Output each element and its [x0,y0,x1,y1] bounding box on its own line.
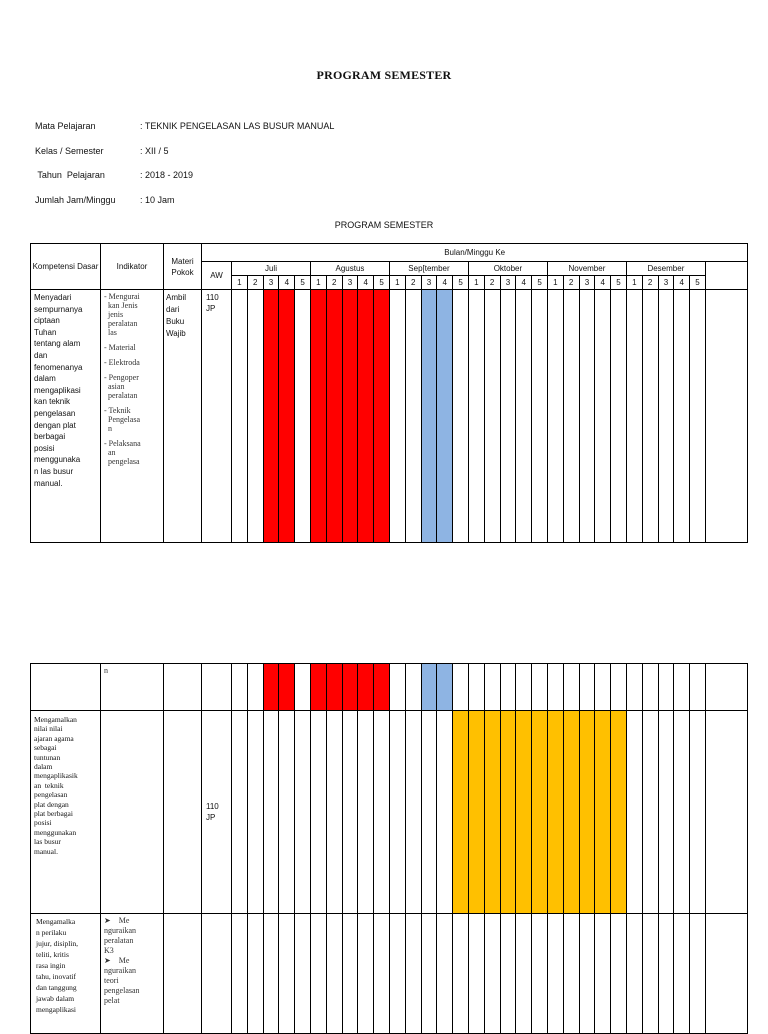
week-cell [690,290,706,543]
week-cell [247,711,263,914]
week-cell [468,914,484,1034]
week-cell [295,914,311,1034]
week-number: 2 [247,276,263,290]
week-cell [326,290,342,543]
week-cell [279,711,295,914]
month-header: Desember [626,262,705,276]
week-number: 3 [500,276,516,290]
week-cell [421,711,437,914]
materi-cell [164,290,202,543]
indikator-line: pelat [104,996,120,1005]
week-cell [611,290,627,543]
week-cell [389,711,405,914]
week-number: 4 [279,276,295,290]
kompetensi-line: sempurnanya [34,304,83,314]
week-number: 3 [342,276,358,290]
week-cell [658,711,674,914]
kompetensi-line: tuntunan [34,752,61,762]
week-number: 1 [547,276,563,290]
indikator-line: - Teknik [104,406,131,415]
week-number: 2 [563,276,579,290]
week-cell [532,664,548,711]
week-cell [437,664,453,711]
indikator-line: Pengelasa [104,415,140,424]
materi-line: Ambil [166,293,187,302]
week-cell [516,711,532,914]
week-cell [579,664,595,711]
indikator-continuation: n [104,666,108,675]
week-cell [547,914,563,1034]
kompetensi-line: las busur [34,837,61,847]
week-cell [405,290,421,543]
week-cell [532,914,548,1034]
kompetensi-line: mengaplikasi [34,385,81,395]
week-cell [468,290,484,543]
week-cell [310,290,326,543]
materi-cell [164,914,202,1034]
kompetensi-line: nilai nilai [34,724,63,734]
meta-value: : TEKNIK PENGELASAN LAS BUSUR MANUAL [140,121,335,131]
kompetensi-line: posisi [34,818,52,828]
week-cell [611,664,627,711]
week-cell [279,664,295,711]
week-cell [358,914,374,1034]
materi-line: Buku [166,317,185,326]
meta-row-subject [35,121,334,131]
week-cell [642,290,658,543]
indikator-item [104,343,160,352]
kompetensi-line: ajaran agama [34,733,74,743]
meta-value: : 10 Jam [140,195,175,205]
week-cell [453,290,469,543]
week-cell [437,290,453,543]
indikator-line: ➤ Me [104,916,130,925]
header-materi-pokok: Materi Pokok [164,244,202,290]
week-cell [642,664,658,711]
kompetensi-line: kan teknik [34,397,71,407]
ket-cell [705,914,747,1034]
week-cell [484,664,500,711]
kompetensi-line: ciptaan [34,316,60,326]
kompetensi-line: Menyadari [34,293,72,302]
month-header: Oktober [468,262,547,276]
week-number: 4 [595,276,611,290]
kompetensi-line: dan tanggung [36,983,77,992]
week-cell [595,290,611,543]
week-cell [595,711,611,914]
kompetensi-line: teliti, kritis [36,950,69,959]
indikator-line: - Pengoper [104,373,139,382]
page-title: PROGRAM SEMESTER [316,68,452,82]
week-number: 5 [453,276,469,290]
week-cell [374,290,390,543]
week-cell [342,711,358,914]
meta-row-class [35,146,169,156]
header-aw: AW [202,262,232,290]
aw-line: JP [206,304,216,313]
week-cell [263,290,279,543]
kompetensi-cell [31,664,101,711]
week-cell [326,664,342,711]
week-number: 1 [310,276,326,290]
materi-line: Wajib [166,329,186,338]
week-cell [658,290,674,543]
week-cell [563,290,579,543]
week-number: 5 [611,276,627,290]
week-cell [358,711,374,914]
materi-cell [164,664,202,711]
aw-line: 110 [206,802,219,811]
week-cell [374,711,390,914]
week-number: 2 [326,276,342,290]
week-number: 1 [626,276,642,290]
ket-cell [705,664,747,711]
kompetensi-line: jawab dalam [36,994,75,1003]
meta-label: Tahun Pelajaran [35,170,105,180]
ket-cell [705,290,747,543]
week-cell [247,914,263,1034]
week-number: 3 [421,276,437,290]
indikator-cell [101,711,164,914]
indikator-line: kan Jenis [104,301,138,310]
indikator-line: las [104,328,117,337]
week-cell [263,914,279,1034]
week-number: 3 [658,276,674,290]
week-cell [674,711,690,914]
kompetensi-line: n perilaku [36,928,67,937]
week-cell [690,711,706,914]
week-number: 5 [532,276,548,290]
header-kompetensi-dasar: Kompetensi Dasar [31,244,101,290]
week-cell [626,290,642,543]
week-cell [500,711,516,914]
week-cell [295,290,311,543]
week-cell [500,664,516,711]
meta-value: : XII / 5 [140,146,169,156]
week-cell [247,664,263,711]
ket-cell [705,711,747,914]
week-number: 5 [374,276,390,290]
aw-cell [202,914,232,1034]
week-cell [563,914,579,1034]
indikator-line: - Elektroda [104,358,140,367]
week-number: 2 [405,276,421,290]
week-cell [374,914,390,1034]
header-indikator: Indikator [101,244,164,290]
indikator-line: n [104,424,112,433]
week-cell [310,914,326,1034]
kompetensi-line: n las busur [34,466,74,476]
week-cell [626,914,642,1034]
week-cell [247,290,263,543]
aw-cell [202,290,232,543]
week-cell [310,664,326,711]
indikator-line: peralatan [104,319,138,328]
indikator-line: - Pelaksana [104,439,141,448]
kompetensi-line: menggunakan [34,827,77,837]
week-number: 4 [437,276,453,290]
week-cell [500,914,516,1034]
meta-label: Jumlah Jam/Minggu [35,195,116,205]
indikator-item [104,439,160,466]
kompetensi-line: menggunaka [34,455,81,465]
kompetensi-line: plat dengan [34,799,69,809]
meta-row-year [35,170,193,180]
week-cell [563,711,579,914]
week-cell [421,914,437,1034]
week-cell [595,664,611,711]
week-cell [453,664,469,711]
week-number: 4 [516,276,532,290]
header-bulan-minggu: Bulan/Minggu Ke [202,244,748,262]
week-cell [626,711,642,914]
indikator-line: - Mengurai [104,292,140,301]
indikator-cell [101,290,164,543]
week-cell [611,914,627,1034]
week-cell [279,290,295,543]
kompetensi-cell [31,711,101,914]
week-cell [674,914,690,1034]
week-cell [547,290,563,543]
week-cell [484,711,500,914]
kompetensi-line: an teknik [34,780,64,790]
week-number: 4 [674,276,690,290]
week-cell [310,711,326,914]
week-cell [611,711,627,914]
indikator-item [104,406,160,433]
week-cell [579,290,595,543]
kompetensi-line: pengelasan [34,408,76,418]
week-cell [421,290,437,543]
indikator-item [104,292,160,337]
week-cell [263,664,279,711]
week-cell [405,914,421,1034]
week-cell [232,711,248,914]
week-number: 1 [232,276,248,290]
week-number: 2 [484,276,500,290]
week-cell [690,664,706,711]
week-number: 1 [389,276,405,290]
week-cell [547,664,563,711]
week-cell [342,290,358,543]
kompetensi-line: sebagai [34,743,57,753]
week-cell [358,290,374,543]
week-cell [658,664,674,711]
indikator-line: nguraikan [104,966,136,975]
week-cell [342,664,358,711]
table-subtitle: PROGRAM SEMESTER [334,220,434,230]
kompetensi-line: rasa ingin [36,961,66,970]
week-cell [516,664,532,711]
week-cell [690,914,706,1034]
week-cell [295,664,311,711]
kompetensi-line: posisi [34,443,55,453]
meta-row-hours [35,195,175,205]
kompetensi-line: mengaplikasik [34,771,78,781]
week-cell [642,914,658,1034]
week-cell [421,664,437,711]
week-cell [516,290,532,543]
week-number: 3 [579,276,595,290]
month-header: Juli [232,262,311,276]
materi-cell [164,711,202,914]
indikator-line: jenis [104,310,124,319]
week-number: 3 [263,276,279,290]
aw-line: JP [206,813,216,822]
week-cell [453,914,469,1034]
materi-line: dari [166,305,180,314]
kompetensi-line: Tuhan [34,327,57,337]
week-cell [389,290,405,543]
indikator-line: ➤ Me [104,956,130,965]
kompetensi-line: dalam [34,374,56,384]
week-cell [626,664,642,711]
month-header: Sep[tember [389,262,468,276]
indikator-cell [101,914,164,1034]
week-cell [579,914,595,1034]
indikator-line: peralatan [104,391,138,400]
month-header: November [547,262,626,276]
week-cell [232,290,248,543]
week-cell [389,664,405,711]
indikator-line: an [104,448,116,457]
kompetensi-line: Mengamalka [36,917,76,926]
indikator-line: pengelasan [104,986,140,995]
week-number: 4 [358,276,374,290]
week-cell [563,664,579,711]
week-cell [595,914,611,1034]
indikator-line: - Material [104,343,136,352]
kompetensi-line: dan [34,350,48,360]
indikator-line: teori [104,976,119,985]
week-cell [437,711,453,914]
week-number: 5 [690,276,706,290]
week-cell [232,664,248,711]
indikator-line: K3 [104,946,114,955]
week-cell [263,711,279,914]
kompetensi-line: Mengamalkan [34,715,77,724]
week-cell [484,290,500,543]
kompetensi-line: tentang alam [34,339,81,349]
kompetensi-line: pengelasan [34,790,68,800]
week-cell [374,664,390,711]
kompetensi-line: plat berbagai [34,809,73,819]
aw-cell [202,711,232,914]
kompetensi-line: dalam [34,762,53,772]
semester-table-page-2 [30,663,748,1034]
week-cell [642,711,658,914]
week-cell [579,711,595,914]
kompetensi-cell [31,914,101,1034]
kompetensi-cell [31,290,101,543]
indikator-cell [101,664,164,711]
kompetensi-line: dengan plat [34,420,76,430]
week-cell [358,664,374,711]
week-cell [468,664,484,711]
week-cell [658,914,674,1034]
month-header: Agustus [310,262,389,276]
week-cell [437,914,453,1034]
week-cell [405,711,421,914]
week-cell [468,711,484,914]
week-number: 2 [642,276,658,290]
indikator-line: asian [104,382,125,391]
week-cell [405,664,421,711]
meta-label: Kelas / Semester [35,146,104,156]
week-cell [500,290,516,543]
kompetensi-line: berbagai [34,432,66,442]
week-cell [232,914,248,1034]
kompetensi-line: mengaplikasi [36,1005,76,1014]
meta-value: : 2018 - 2019 [140,170,194,180]
semester-table-page-1 [30,243,748,543]
week-cell [295,711,311,914]
week-cell [674,290,690,543]
week-cell [279,914,295,1034]
indikator-item [104,358,160,367]
meta-label: Mata Pelajaran [35,121,96,131]
week-cell [342,914,358,1034]
week-cell [516,914,532,1034]
kompetensi-line: manual. [34,846,58,856]
week-cell [326,914,342,1034]
week-cell [453,711,469,914]
week-cell [326,711,342,914]
kompetensi-line: manual. [34,478,63,488]
kompetensi-line: jujur, disiplin, [36,939,78,948]
indikator-item [104,373,160,400]
week-number: 1 [468,276,484,290]
week-number: 5 [295,276,311,290]
week-cell [547,711,563,914]
week-cell [484,914,500,1034]
week-cell [532,290,548,543]
week-cell [389,914,405,1034]
indikator-line: nguraikan [104,926,136,935]
kompetensi-line: tahu, inovatif [36,972,76,981]
indikator-line: peralatan [104,936,134,945]
aw-line: 110 [206,293,219,302]
week-cell [532,711,548,914]
kompetensi-line: fenomenanya [34,362,83,372]
week-cell [674,664,690,711]
aw-cell [202,664,232,711]
indikator-line: pengelasa [104,457,140,466]
